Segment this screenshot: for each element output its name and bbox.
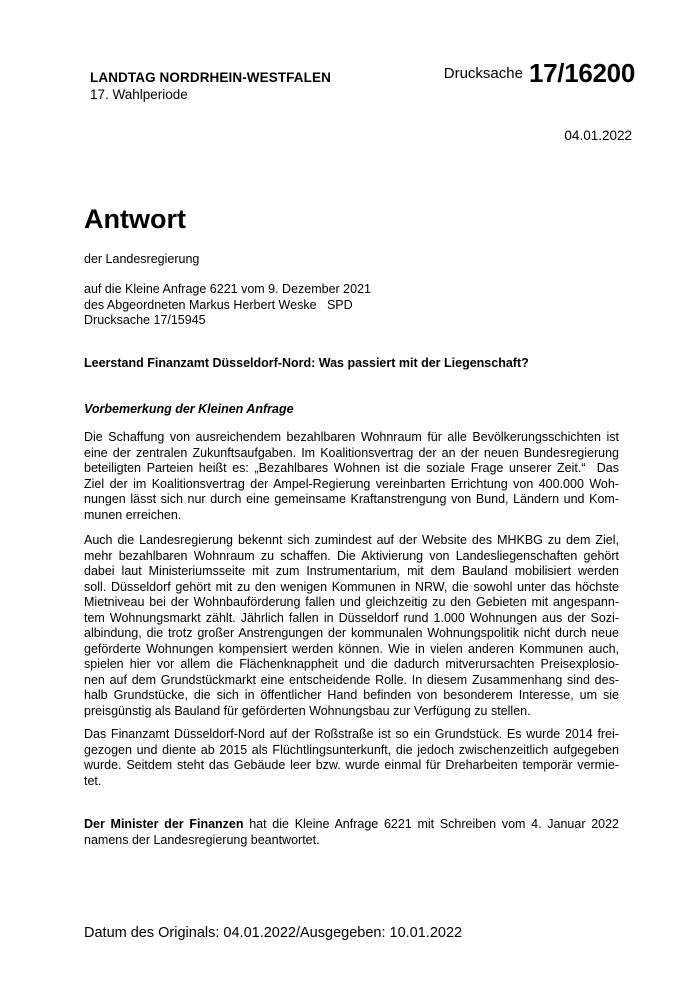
text-line: spielen hier vor allem die Flächenknappheit und die dadurch mitverursachten Preisexplosio- — [84, 657, 619, 671]
text-line — [84, 817, 619, 833]
text-line: mehr bezahlbaren Wohnraum zu schaffen. Die Aktivierung von Landesliegenschaften gehört — [84, 548, 619, 563]
text-line: beteiligten Parteien heißt es: „Bezahlbares Wohnen ist die soziale Frage unserer Zeit.“ Das — [84, 461, 619, 475]
legislative-period: 17. Wahlperiode — [90, 87, 188, 102]
text-line: wurde. Seitdem steht das Gebäude leer bzw. wurde einmal für Dreharbeiten temporär vermie- — [84, 758, 619, 772]
text-line: albindung, die trotz großer Anstrengungen der kommunalen Wohnungspolitik nicht durch neue — [84, 626, 619, 640]
page-title: Antwort — [84, 204, 186, 234]
subject-heading: Leerstand Finanzamt Düsseldorf-Nord: Was passiert mit der Liegenschaft? — [84, 356, 529, 370]
document-date: 04.01.2022 — [564, 128, 632, 143]
drucksache-block — [444, 58, 635, 89]
minister-statement — [84, 817, 619, 848]
text-line: nungen lässt sich nur durch eine gemeinsame Kraftanstrengung von Bund, Ländern und Kom- — [84, 492, 619, 506]
reference-line: auf die Kleine Anfrage 6221 vom 9. Dezember 2021 — [84, 282, 371, 296]
text-line: eine der zentralen Zukunftsaufgaben. Im Koalitionsvertrag der an der neuen Bundesregierung — [84, 445, 619, 460]
text-line: tem Wohnungsmarkt zählt. Jährlich fallen in Düsseldorf rund 1.000 Wohnungen aus der Sozi- — [84, 610, 619, 625]
text-line: Das Finanzamt Düsseldorf-Nord auf der Roßstraße ist so ein Grundstück. Es wurde 2014 frei- — [84, 727, 619, 741]
paragraph-3 — [84, 727, 619, 789]
parliament-name: LANDTAG NORDRHEIN-WESTFALEN — [90, 70, 331, 85]
text-line: tet. — [84, 773, 102, 788]
text-line: namens der Landesregierung beantwortet. — [84, 832, 320, 847]
text-line: preisgünstig als Bauland für geförderten Wohnungsbau zur Verfügung zu stellen. — [84, 703, 531, 718]
paragraph-2 — [84, 533, 619, 719]
text-line: Auch die Landesregierung bekennt sich zumindest auf der Website des MHKBG zu dem Ziel, — [84, 533, 619, 547]
minister-text: hat die Kleine Anfrage 6221 mit Schreiben vom 4. Januar 2022 — [243, 817, 620, 831]
issuer: der Landesregierung — [84, 252, 200, 266]
reference-line: Drucksache 17/15945 — [84, 313, 206, 327]
text-line: geförderte Wohnungen kompensiert werden können. Wie in vielen anderen Kommunen auch, — [84, 641, 619, 656]
text-line: Mietniveau bei der Wohnbauförderung fallen und gleichzeitig zu den Gebieten mit angespann- — [84, 595, 619, 609]
drucksache-number: 17/16200 — [528, 58, 635, 88]
text-line: nen auf dem Grundstückmarkt eine entscheidende Rolle. In diesem Zusammenhang sind des- — [84, 672, 619, 687]
text-line: soll. Düsseldorf gehört mit zu den wenigen Kommunen in NRW, die sowohl unter das höchste — [84, 579, 619, 594]
drucksache-label: Drucksache — [443, 65, 523, 82]
text-line: Ziel der im Koalitionsvertrag der Ampel-Regierung vereinbarten Errichtung von 400.000 Woh- — [84, 476, 619, 491]
reference-block — [84, 282, 371, 329]
paragraph-1 — [84, 430, 619, 523]
minister-title: Der Minister der Finanzen — [84, 817, 244, 831]
footer-dates: Datum des Originals: 04.01.2022/Ausgegeben: 10.01.2022 — [84, 925, 463, 941]
preliminary-heading: Vorbemerkung der Kleinen Anfrage — [84, 402, 294, 416]
text-line: munen erreichen. — [84, 507, 182, 522]
text-line: halb Grundstücke, die sich in öffentlicher Hand befinden von besonderem Interesse, um sie — [84, 688, 619, 702]
text-line: Die Schaffung von ausreichendem bezahlbaren Wohnraum für alle Bevölkerungsschichten ist — [84, 430, 619, 444]
text-line: gezogen und diente ab 2015 als Flüchtlingsunterkunft, die jedoch zwischenzeitlich aufgegeben — [84, 742, 619, 757]
reference-line: des Abgeordneten Markus Herbert Weske SPD — [84, 297, 353, 312]
text-line: dabei laut Ministeriumsseite mit zum Instrumentarium, mit dem Bauland mobilisiert werden — [84, 564, 619, 578]
